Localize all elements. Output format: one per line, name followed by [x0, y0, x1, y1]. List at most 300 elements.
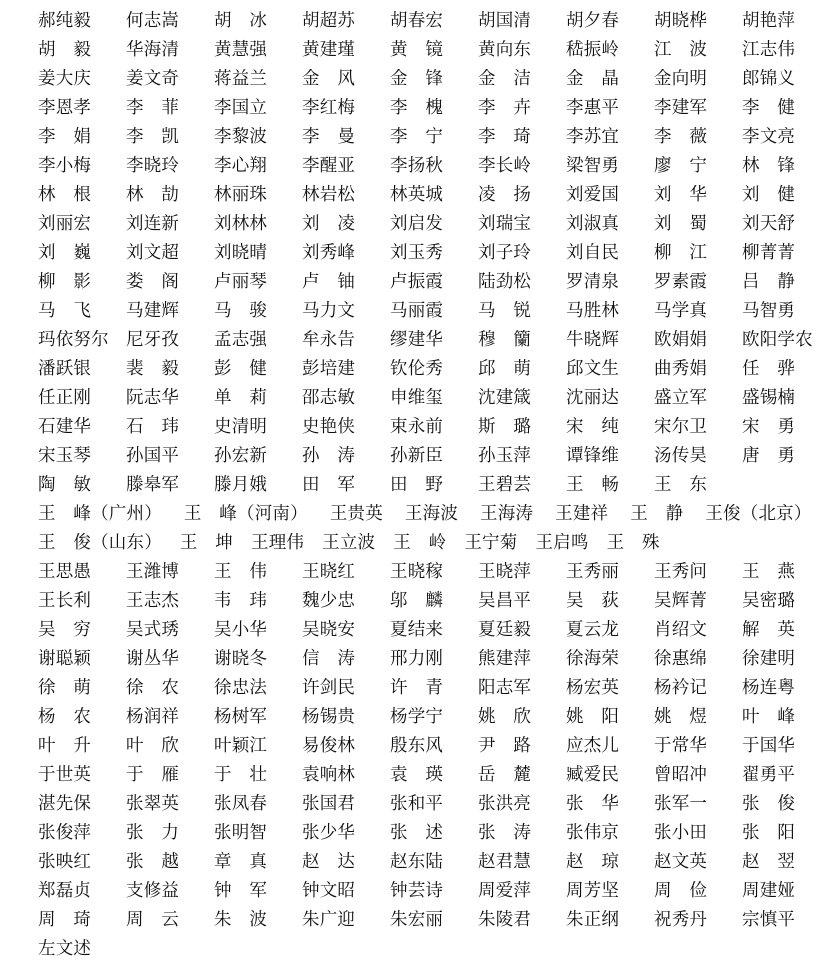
person-name: 李 薇	[654, 127, 708, 147]
person-name: 王建祥	[555, 504, 609, 524]
person-name: 李建军	[654, 98, 708, 118]
person-name: 刘自民	[566, 243, 620, 263]
person-name: 王秀丽	[566, 562, 620, 582]
person-name: 支修益	[126, 881, 180, 901]
name-row	[38, 92, 830, 121]
person-name: 李 琦	[478, 127, 532, 147]
person-name: 周 云	[126, 910, 180, 930]
person-name: 周芳坚	[566, 881, 620, 901]
person-name: 滕皋军	[126, 475, 180, 495]
person-name: 王碧芸	[478, 475, 532, 495]
person-name: 郝纯毅	[38, 11, 92, 31]
person-name: 唐 勇	[742, 446, 796, 466]
person-name: 石 玮	[126, 417, 180, 437]
person-name: 梁智勇	[566, 156, 620, 176]
person-name: 姚 煜	[654, 707, 708, 727]
name-row	[38, 846, 830, 875]
person-name: 谢聪颖	[38, 649, 92, 669]
person-name: 钟芸诗	[390, 881, 444, 901]
person-name: 叶 峰	[742, 707, 796, 727]
person-name: 李黎波	[214, 127, 268, 147]
person-name: 刘秀峰	[302, 243, 356, 263]
person-name: 王宁菊	[464, 533, 518, 553]
person-name: 赵 翌	[742, 852, 796, 872]
person-name: 杨宏英	[566, 678, 620, 698]
person-name: 胡夕春	[566, 11, 620, 31]
person-name: 黄向东	[478, 40, 532, 60]
person-name: 欧阳学农	[742, 330, 813, 350]
person-name: 马 飞	[38, 301, 92, 321]
name-row	[38, 875, 830, 904]
name-row	[38, 701, 830, 730]
person-name: 王 岭	[393, 533, 447, 553]
person-name: 朱陵君	[478, 910, 532, 930]
person-name: 湛先保	[38, 794, 92, 814]
person-name: 潘跃银	[38, 359, 92, 379]
person-name: 王理伟	[251, 533, 305, 553]
person-name: 李扬秋	[390, 156, 444, 176]
person-name: 金向明	[654, 69, 708, 89]
person-name: 金 洁	[478, 69, 532, 89]
person-name: 袁 瑛	[390, 765, 444, 785]
person-name: 王 俊（山东）	[38, 533, 162, 553]
person-name: 左文述	[38, 939, 92, 959]
name-row	[38, 63, 830, 92]
person-name: 朱正纲	[566, 910, 620, 930]
person-name: 肖绍文	[654, 620, 708, 640]
person-name: 殷东风	[390, 736, 444, 756]
person-name: 马丽霞	[390, 301, 444, 321]
person-name: 马胜林	[566, 301, 620, 321]
person-name: 尼牙孜	[126, 330, 180, 350]
person-name: 孙 涛	[302, 446, 356, 466]
person-name: 李 宁	[390, 127, 444, 147]
person-name: 刘爱国	[566, 185, 620, 205]
person-name: 刘玉秀	[390, 243, 444, 263]
name-row	[38, 324, 830, 353]
person-name: 于 壮	[214, 765, 268, 785]
person-name: 吴昌平	[478, 591, 532, 611]
name-row	[38, 498, 830, 527]
person-name: 黄建瑾	[302, 40, 356, 60]
person-name: 李醒亚	[302, 156, 356, 176]
person-name: 娄 阁	[126, 272, 180, 292]
person-name: 徐 农	[126, 678, 180, 698]
person-name: 邱文生	[566, 359, 620, 379]
person-name: 王立波	[322, 533, 376, 553]
name-row	[38, 440, 830, 469]
person-name: 谭锋维	[566, 446, 620, 466]
person-name: 吕 静	[742, 272, 796, 292]
person-name: 徐海荣	[566, 649, 620, 669]
person-name: 郑磊贞	[38, 881, 92, 901]
person-name: 赵君慧	[478, 852, 532, 872]
person-name: 吴 穷	[38, 620, 92, 640]
person-name: 张小田	[654, 823, 708, 843]
person-name: 宋 纯	[566, 417, 620, 437]
person-name: 王 峰（广州）	[38, 504, 162, 524]
person-name: 王 坤	[179, 533, 234, 553]
person-name: 任正刚	[38, 388, 92, 408]
person-name: 张 述	[390, 823, 444, 843]
person-name: 李 健	[742, 98, 796, 118]
person-name: 宋玉琴	[38, 446, 92, 466]
person-name: 李惠平	[566, 98, 620, 118]
person-name: 朱广迎	[302, 910, 356, 930]
person-name: 王晓稼	[390, 562, 444, 582]
person-name: 阳志军	[478, 678, 532, 698]
person-name: 王 峰（河南）	[183, 504, 308, 524]
name-row	[38, 788, 830, 817]
person-name: 郎锦义	[742, 69, 796, 89]
name-row	[38, 34, 830, 63]
person-name: 于常华	[654, 736, 708, 756]
person-name: 刘淑真	[566, 214, 620, 234]
person-name: 杨连粤	[742, 678, 796, 698]
person-name: 马 锐	[478, 301, 532, 321]
person-name: 信 涛	[302, 649, 356, 669]
name-row	[38, 353, 830, 382]
person-name: 华海清	[126, 40, 180, 60]
person-name: 田 野	[390, 475, 444, 495]
person-name: 周 俭	[654, 881, 708, 901]
person-name: 彭培建	[302, 359, 356, 379]
person-name: 李红梅	[302, 98, 356, 118]
name-row	[38, 817, 830, 846]
person-name: 卢振霞	[390, 272, 444, 292]
person-name: 刘启发	[390, 214, 444, 234]
person-name: 刘丽宏	[38, 214, 92, 234]
person-name: 王晓萍	[478, 562, 532, 582]
person-name: 刘林林	[214, 214, 268, 234]
person-name: 王海涛	[480, 504, 534, 524]
person-name: 嵇振岭	[566, 40, 620, 60]
person-name: 何志嵩	[126, 11, 180, 31]
person-name: 周建娅	[742, 881, 796, 901]
person-name: 林英城	[390, 185, 444, 205]
person-name: 解 英	[742, 620, 796, 640]
person-name: 张国君	[302, 794, 356, 814]
person-name: 斯 璐	[478, 417, 532, 437]
person-name: 史清明	[214, 417, 268, 437]
person-name: 刘晓晴	[214, 243, 268, 263]
person-name: 裴 毅	[126, 359, 180, 379]
person-name: 孙国平	[126, 446, 180, 466]
person-name: 夏廷毅	[478, 620, 532, 640]
person-name: 徐 萌	[38, 678, 92, 698]
person-name: 李 槐	[390, 98, 444, 118]
person-name: 于国华	[742, 736, 796, 756]
person-name: 李心翔	[214, 156, 268, 176]
person-name: 孙宏新	[214, 446, 268, 466]
person-name: 徐惠绵	[654, 649, 708, 669]
person-name: 王 静	[630, 504, 684, 524]
person-name: 单 莉	[214, 388, 268, 408]
person-name: 田 军	[302, 475, 356, 495]
name-row	[38, 904, 830, 933]
person-name: 张 涛	[478, 823, 532, 843]
person-name: 岳 麓	[478, 765, 532, 785]
person-name: 李文亮	[742, 127, 796, 147]
person-name: 史艳侠	[302, 417, 356, 437]
person-name: 叶颖江	[214, 736, 268, 756]
person-name: 徐忠法	[214, 678, 268, 698]
person-name: 林 根	[38, 185, 92, 205]
person-name: 王俊（北京）	[705, 504, 812, 524]
person-name: 姚 欣	[478, 707, 532, 727]
person-name: 廖 宁	[654, 156, 708, 176]
person-name: 刘子玲	[478, 243, 532, 263]
person-name: 杨 农	[38, 707, 92, 727]
person-name: 王晓红	[302, 562, 356, 582]
person-name: 曲秀娟	[654, 359, 708, 379]
person-name: 李苏宜	[566, 127, 620, 147]
person-name: 徐建明	[742, 649, 796, 669]
person-name: 刘 蜀	[654, 214, 708, 234]
person-name: 黄 镜	[390, 40, 444, 60]
person-name: 盛立军	[654, 388, 708, 408]
person-name: 李晓玲	[126, 156, 180, 176]
person-name: 张和平	[390, 794, 444, 814]
person-name: 宋尔卫	[654, 417, 708, 437]
person-name: 王志杰	[126, 591, 180, 611]
person-name: 江志伟	[742, 40, 796, 60]
person-name: 金 风	[302, 69, 356, 89]
person-name: 柳 影	[38, 272, 92, 292]
person-name: 吴辉菁	[654, 591, 708, 611]
name-row	[38, 672, 830, 701]
person-name: 滕月娥	[214, 475, 268, 495]
person-name: 王启鸣	[535, 533, 589, 553]
person-name: 易俊林	[302, 736, 356, 756]
person-name: 魏少忠	[302, 591, 356, 611]
person-name: 李 凯	[126, 127, 180, 147]
person-name: 杨学宁	[390, 707, 444, 727]
person-name: 熊建萍	[478, 649, 532, 669]
person-name: 王海波	[404, 504, 459, 524]
person-name: 刘 凌	[302, 214, 356, 234]
person-name: 章 真	[214, 852, 268, 872]
name-row	[38, 150, 830, 179]
person-name: 张洪亮	[478, 794, 532, 814]
person-name: 姚 阳	[566, 707, 620, 727]
person-name: 王 殊	[606, 533, 660, 553]
person-name: 韦 玮	[214, 591, 268, 611]
person-name: 刘瑞宝	[478, 214, 532, 234]
person-name: 张明智	[214, 823, 268, 843]
person-name: 夏结来	[390, 620, 444, 640]
person-name: 任 骅	[742, 359, 796, 379]
person-name: 孙玉萍	[478, 446, 532, 466]
person-name: 金 晶	[566, 69, 620, 89]
person-name: 张 俊	[742, 794, 796, 814]
person-name: 杨润祥	[126, 707, 180, 727]
person-name: 钦伦秀	[390, 359, 444, 379]
person-name: 刘 华	[654, 185, 708, 205]
person-name: 罗素霞	[654, 272, 708, 292]
person-name: 张 力	[126, 823, 180, 843]
person-name: 林 锋	[742, 156, 796, 176]
person-name: 钟 军	[214, 881, 268, 901]
person-name: 曾昭冲	[654, 765, 708, 785]
person-name: 罗清泉	[566, 272, 620, 292]
person-name: 赵文英	[654, 852, 708, 872]
person-name: 张映红	[38, 852, 92, 872]
person-name: 卢丽琴	[214, 272, 268, 292]
person-name: 李 菲	[126, 98, 180, 118]
person-name: 叶 欣	[126, 736, 180, 756]
person-name: 马力文	[302, 301, 356, 321]
person-name: 林 劼	[126, 185, 180, 205]
name-row	[38, 585, 830, 614]
person-name: 刘文超	[126, 243, 180, 263]
person-name: 邱 萌	[478, 359, 532, 379]
person-name: 李 娟	[38, 127, 92, 147]
person-name: 穆 籣	[478, 330, 532, 350]
person-name: 李小梅	[38, 156, 92, 176]
person-name: 邬 麟	[390, 591, 444, 611]
person-name: 许 青	[390, 678, 444, 698]
person-name: 李恩孝	[38, 98, 92, 118]
person-name: 凌 扬	[478, 185, 532, 205]
person-name: 金 锋	[390, 69, 444, 89]
person-name: 李 卉	[478, 98, 532, 118]
name-row	[38, 5, 830, 34]
person-name: 王潍博	[126, 562, 180, 582]
person-name: 牟永告	[302, 330, 356, 350]
person-name: 张伟京	[566, 823, 620, 843]
person-name: 胡春宏	[390, 11, 444, 31]
person-name: 沈丽达	[566, 388, 620, 408]
name-row	[38, 933, 830, 962]
name-row	[38, 527, 830, 556]
person-name: 刘 巍	[38, 243, 92, 263]
person-name: 马 骏	[214, 301, 268, 321]
person-name: 杨衿记	[654, 678, 708, 698]
person-name: 束永前	[390, 417, 444, 437]
person-name: 张凤春	[214, 794, 268, 814]
person-name: 钟文昭	[302, 881, 356, 901]
name-row	[38, 643, 830, 672]
name-row	[38, 411, 830, 440]
person-name: 吴式琇	[126, 620, 180, 640]
person-name: 刘 健	[742, 185, 796, 205]
person-name: 胡艳萍	[742, 11, 796, 31]
person-name: 马智勇	[742, 301, 796, 321]
person-name: 王 伟	[214, 562, 268, 582]
person-name: 于 雁	[126, 765, 180, 785]
person-name: 王秀问	[654, 562, 708, 582]
person-name: 胡 毅	[38, 40, 92, 60]
person-name: 沈建箴	[478, 388, 532, 408]
name-row	[38, 382, 830, 411]
name-row	[38, 469, 830, 498]
person-name: 陆劲松	[478, 272, 532, 292]
person-name: 吴晓安	[302, 620, 356, 640]
person-name: 林丽珠	[214, 185, 268, 205]
person-name: 于世英	[38, 765, 92, 785]
person-name: 盛锡楠	[742, 388, 796, 408]
person-name: 蒋益兰	[214, 69, 268, 89]
person-name: 黄慧强	[214, 40, 268, 60]
person-name: 李 曼	[302, 127, 356, 147]
person-name: 赵东陆	[390, 852, 444, 872]
person-name: 臧爱民	[566, 765, 620, 785]
person-name: 胡国清	[478, 11, 532, 31]
name-row	[38, 730, 830, 759]
person-name: 张 华	[566, 794, 620, 814]
person-name: 应杰儿	[566, 736, 620, 756]
name-row	[38, 614, 830, 643]
person-name: 王 畅	[566, 475, 620, 495]
person-name: 张军一	[654, 794, 708, 814]
person-name: 孙新臣	[390, 446, 444, 466]
person-name: 王 燕	[742, 562, 796, 582]
person-name: 汤传昊	[654, 446, 708, 466]
name-row	[38, 266, 830, 295]
name-row	[38, 179, 830, 208]
person-name: 刘连新	[126, 214, 180, 234]
person-name: 李长岭	[478, 156, 532, 176]
person-name: 姜文奇	[126, 69, 180, 89]
person-name: 赵 达	[302, 852, 356, 872]
person-name: 马学真	[654, 301, 708, 321]
person-name: 胡 冰	[214, 11, 268, 31]
person-name: 孟志强	[214, 330, 268, 350]
person-name: 袁响林	[302, 765, 356, 785]
person-name: 翟勇平	[742, 765, 796, 785]
person-name: 卢 铀	[302, 272, 356, 292]
person-name: 朱 波	[214, 910, 268, 930]
person-name: 王思愚	[38, 562, 92, 582]
person-name: 尹 路	[478, 736, 532, 756]
person-name: 柳 江	[654, 243, 708, 263]
person-name: 刘天舒	[742, 214, 796, 234]
person-name: 宗慎平	[742, 910, 796, 930]
person-name: 王 东	[654, 475, 708, 495]
person-name: 胡超苏	[302, 11, 356, 31]
person-name: 阮志华	[126, 388, 180, 408]
person-name: 姜大庆	[38, 69, 92, 89]
person-name: 周 琦	[38, 910, 92, 930]
person-name: 王长利	[38, 591, 92, 611]
person-name: 谢晓冬	[214, 649, 268, 669]
person-name: 赵 琼	[566, 852, 620, 872]
person-name: 周爱萍	[478, 881, 532, 901]
person-name: 张少华	[302, 823, 356, 843]
person-name: 张翠英	[126, 794, 180, 814]
person-name: 欧娟娟	[654, 330, 708, 350]
person-name: 缪建华	[390, 330, 444, 350]
person-name: 王贵英	[329, 504, 383, 524]
person-name: 邵志敏	[302, 388, 356, 408]
name-row	[38, 759, 830, 788]
person-name: 吴小华	[214, 620, 268, 640]
person-name: 彭 健	[214, 359, 268, 379]
person-name: 叶 升	[38, 736, 92, 756]
person-name: 李国立	[214, 98, 268, 118]
person-name: 陶 敏	[38, 475, 92, 495]
name-row	[38, 237, 830, 266]
name-row	[38, 121, 830, 150]
person-name: 宋 勇	[742, 417, 796, 437]
person-name: 申维玺	[390, 388, 444, 408]
person-name: 张俊萍	[38, 823, 92, 843]
person-name: 谢丛华	[126, 649, 180, 669]
name-row	[38, 208, 830, 237]
person-name: 杨树军	[214, 707, 268, 727]
person-name: 吴密璐	[742, 591, 796, 611]
